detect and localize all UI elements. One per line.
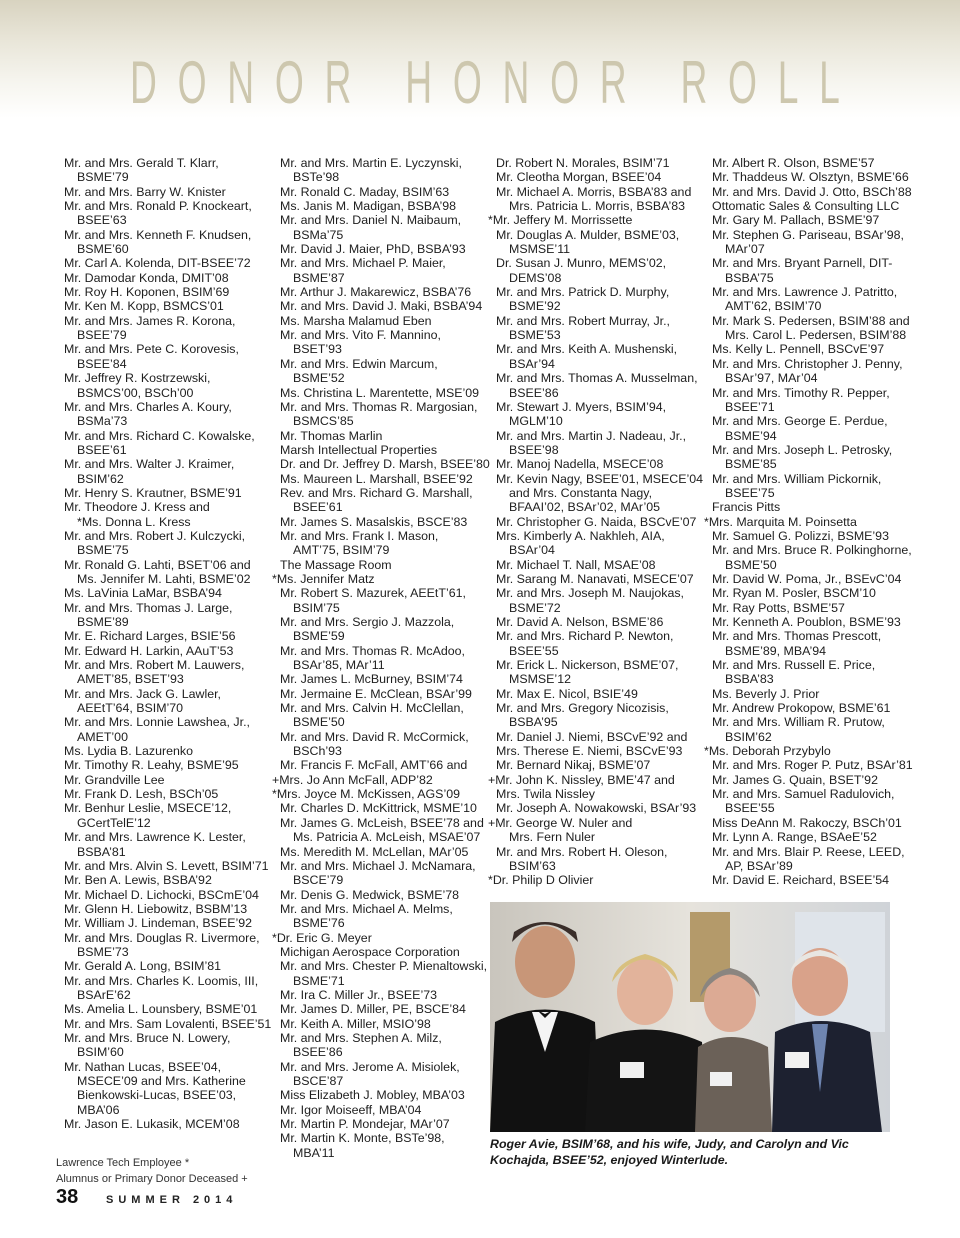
donor-entry: Mr. Michael A. Morris, BSBA’83 and (496, 184, 692, 199)
donor-entry: Mr. and Mrs. William Pickornik, (712, 471, 882, 486)
banner-letter: R (599, 49, 627, 116)
donor-entry: Mr. and Mrs. Michael J. McNamara, (280, 858, 476, 873)
donor-entry-continuation: BSME’79 (77, 170, 129, 185)
donor-entry-continuation: MAr’07 (725, 242, 765, 257)
donor-entry-continuation: MSMSE’11 (509, 242, 571, 257)
donor-entry-continuation: BSArE’62 (77, 987, 131, 1002)
donor-entry: Mr. Damodar Konda, DMIT’08 (64, 270, 229, 285)
donor-entry-continuation: BSIM’60 (77, 1045, 124, 1060)
donor-entry-continuation: BSME’92 (509, 299, 561, 314)
donor-entry: Mr. Cleotha Morgan, BSEE’04 (496, 170, 662, 185)
donor-entry-continuation: BSME’87 (293, 270, 345, 285)
photo-caption: Roger Avie, BSIM’68, and his wife, Judy, and Carolyn and Vic Kochajda, BSEE’52, enjoyed Winterlude. (490, 1137, 849, 1167)
donor-entry: *Ms. Jennifer Matz (272, 571, 375, 586)
donor-entry: Dr. Susan J. Munro, MEMS’02, (496, 256, 667, 271)
donor-entry: Mr. and Mrs. Kenneth F. Knudsen, (64, 227, 252, 242)
donor-entry: Mr. and Mrs. Roger P. Putz, BSAr’81 (712, 758, 913, 773)
donor-entry: Mrs. Therese E. Niemi, BSCvE’93 (496, 744, 683, 759)
donor-entry: Mr. Gerald A. Long, BSIM’81 (64, 959, 222, 974)
donor-entry-continuation: BSEE’63 (77, 213, 127, 228)
donor-entry: Mr. and Mrs. David J. Otto, BSCh’88 (712, 184, 912, 199)
donor-entry-continuation: MBA’11 (293, 1145, 335, 1160)
donor-entry: Mr. and Mrs. Timothy R. Pepper, (712, 385, 890, 400)
donor-entry-continuation: BSIM’62 (725, 729, 772, 744)
donor-entry-continuation: BSEE’86 (509, 385, 559, 400)
donor-entry: Mr. and Mrs. Calvin H. McClellan, (280, 701, 464, 716)
donor-entry-continuation: BFAAI’02, BSAr’02, MAr’05 (509, 500, 661, 515)
donor-entry-continuation: AMT’75, BSIM’79 (293, 543, 390, 558)
donor-entry: *Dr. Philip D Olivier (488, 873, 594, 888)
donor-entry-continuation: BSTe’98 (293, 170, 340, 185)
donor-entry: Mr. Henry S. Krautner, BSME’91 (64, 485, 242, 500)
donor-entry: Marsh Intellectual Properties (280, 442, 438, 457)
donor-entry: Mr. and Mrs. Thomas A. Musselman, (496, 371, 698, 386)
donor-entry-continuation: BSEE’61 (293, 500, 343, 515)
donor-entry: Ms. Meredith M. McLellan, MAr’05 (280, 844, 469, 859)
donor-entry: Mr. Keith A. Miller, MSIO’98 (280, 1016, 431, 1031)
donor-entry-continuation: AP, BSAr’89 (725, 858, 793, 873)
donor-entry: Mr. and Mrs. Thomas R. McAdoo, (280, 643, 465, 658)
donor-entry-continuation: BSIM’62 (77, 471, 124, 486)
donor-entry: Mr. and Mrs. Lawrence K. Lester, (64, 830, 246, 845)
donor-entry: Mr. David W. Poma, Jr., BSEvC’04 (712, 571, 902, 586)
donor-entry: Mr. Glenn H. Liebowitz, BSBM’13 (64, 901, 248, 916)
donor-entry: Rev. and Mrs. Richard G. Marshall, (280, 485, 473, 500)
donor-entry: Mr. David E. Reichard, BSEE’54 (712, 873, 889, 888)
donor-entry: Mr. and Mrs. Lonnie Lawshea, Jr., (64, 715, 250, 730)
legend-deceased: Alumnus or Primary Donor Deceased + (56, 1173, 248, 1185)
donor-entry: Mr. Mark S. Pedersen, BSIM’88 and (712, 313, 910, 328)
donor-entry: Mr. James S. Masalskis, BSCE’83 (280, 514, 468, 529)
legend (56, 1155, 248, 1187)
donor-entry: Mr. James G. McLeish, BSEE’78 and (280, 815, 484, 830)
donor-entry-continuation: BSEE’98 (509, 442, 559, 457)
donor-entry: Mr. Gary M. Pallach, BSME’97 (712, 213, 880, 228)
donor-entry: Mr. and Mrs. Keith A. Mushenski, (496, 342, 678, 357)
donor-entry-continuation: BSEE’71 (725, 399, 775, 414)
banner-letter: N (227, 49, 255, 116)
banner-letter: L (777, 49, 799, 116)
donor-entry: Mr. and Mrs. Bruce N. Lowery, (64, 1030, 231, 1045)
donor-entry: *Mrs. Marquita M. Poinsetta (704, 514, 857, 529)
donor-entry: Mr. and Mrs. David R. McCormick, (280, 729, 469, 744)
donor-entry: Mr. Ira C. Miller Jr., BSEE’73 (280, 987, 437, 1002)
donor-entry-continuation: BSME’71 (293, 973, 345, 988)
donor-entry: Mr. and Mrs. Frank I. Mason, (280, 528, 439, 543)
donor-honor-roll-banner (130, 50, 840, 116)
donor-entry: Mr. Jermaine E. McClean, BSAr’99 (280, 686, 472, 701)
donor-entry: Mr. and Mrs. Michael P. Maier, (280, 256, 446, 271)
donor-entry: Mr. Joseph A. Nowakowski, BSAr’93 (496, 801, 697, 816)
donor-entry-continuation: and Mrs. Constanta Nagy, (509, 485, 653, 500)
donor-entry: Mr. and Mrs. Jerome A. Misiolek, (280, 1059, 460, 1074)
donor-entry: Mr. and Mrs. Thomas R. Margosian, (280, 399, 478, 414)
banner-letter: O (177, 49, 207, 116)
donor-entry: Mr. and Mrs. Robert J. Kulczycki, (64, 528, 246, 543)
donor-column-1 (56, 156, 272, 1132)
donor-entry: Francis Pitts (712, 500, 781, 515)
donor-entry: Mr. and Mrs. Gregory Nicozisis, (496, 701, 669, 716)
donor-entry: Mr. Samuel G. Polizzi, BSME’93 (712, 528, 889, 543)
donor-entry: Mr. and Mrs. Barry W. Knister (64, 184, 226, 199)
donor-entry: Mr. E. Richard Larges, BSIE’56 (64, 629, 236, 644)
banner-letter: O (452, 49, 482, 116)
donor-entry: Mr. Frank D. Lesh, BSCh’05 (64, 787, 219, 802)
donor-entry: Mr. David J. Maier, PhD, BSBA’93 (280, 242, 466, 257)
donor-entry-continuation: BSEE’55 (725, 801, 775, 816)
donor-entry-continuation: BSIM’75 (293, 600, 340, 615)
donor-entry-continuation: Ms. Patricia A. McLeish, MSAE’07 (293, 830, 481, 845)
donor-entry: Mr. and Mrs. William R. Prutow, (712, 715, 885, 730)
donor-entry: Mr. and Mrs. Charles A. Koury, (64, 399, 232, 414)
donor-entry: Mr. Igor Moiseeff, MBA’04 (280, 1102, 422, 1117)
donor-entry: Mr. Stephen G. Pariseau, BSAr’98, (712, 227, 904, 242)
donor-entry: Mr. Michael T. Nall, MSAE’08 (496, 557, 656, 572)
donor-entry: Mr. Douglas A. Mulder, BSME’03, (496, 227, 680, 242)
donor-entry-continuation: BSCE’87 (293, 1074, 344, 1088)
donor-entry-continuation: BSME’52 (293, 371, 345, 386)
donor-entry: *Mr. Jeffery M. Morrissette (488, 213, 633, 228)
donor-entry: Mr. and Mrs. Martin J. Nadeau, Jr., (496, 428, 687, 443)
banner-letter: O (550, 49, 580, 116)
donor-entry: Mr. and Mrs. Richard P. Newton, (496, 629, 674, 644)
donor-entry: Mr. Michael D. Lichocki, BSCmE’04 (64, 887, 259, 902)
banner-letter: L (819, 49, 840, 116)
donor-entry: *Dr. Eric G. Meyer (272, 930, 372, 945)
donor-column-3 (488, 156, 704, 888)
donor-entry: Mr. James L. McBurney, BSIM’74 (280, 672, 463, 687)
donor-entry: Mr. and Mrs. Robert Murray, Jr., (496, 313, 670, 328)
donor-entry: Mr. Edward H. Larkin, AAuT’53 (64, 643, 234, 658)
donor-entry: Mr. Jeffrey R. Kostrzewski, (64, 371, 211, 386)
donor-entry: Mr. William J. Lindeman, BSEE’92 (64, 916, 252, 931)
issue-season-text: SUMMER 2014 (106, 1194, 238, 1206)
donor-column-4 (704, 156, 914, 888)
donor-entry: Mr. Ken M. Kopp, BSMCS’01 (64, 299, 224, 314)
donor-entry-continuation: BSME’72 (509, 600, 561, 615)
donor-entry: Ms. Lydia B. Lazurenko (64, 744, 194, 759)
group-portrait-image (490, 902, 890, 1132)
donor-entry-continuation: BSME’85 (725, 457, 777, 472)
donor-entry: Mr. David A. Nelson, BSME’86 (496, 615, 664, 629)
donor-entry: Mr. and Mrs. Thomas J. Large, (64, 600, 233, 615)
donor-entry: Mr. and Mrs. Richard C. Kowalske, (64, 428, 255, 443)
donor-entry: Mr. Andrew Prokopow, BSME’61 (712, 701, 891, 716)
donor-entry: Mr. Grandville Lee (64, 772, 165, 787)
winterlude-photo (490, 902, 890, 1132)
donor-entry: Mr. and Mrs. Sergio J. Mazzola, (280, 615, 455, 629)
donor-entry: Ms. Maureen L. Marshall, BSEE’92 (280, 471, 473, 486)
donor-entry: *Mrs. Joyce M. McKissen, AGS’09 (272, 787, 460, 802)
donor-entry: Mr. Carl A. Kolenda, DIT-BSEE’72 (64, 256, 251, 271)
donor-entry: Mr. and Mrs. Robert H. Oleson, (496, 844, 668, 859)
donor-entry: Mr. Ronald G. Lahti, BSET’06 and (64, 557, 251, 572)
donor-entry: +Mr. George W. Nuler and (488, 815, 633, 830)
donor-entry-continuation: BSAr’85, MAr’11 (293, 658, 385, 673)
donor-entry: Mr. Benhur Leslie, MSECE’12, (64, 801, 232, 816)
donor-entry-continuation: AMT’62, BSIM’70 (725, 299, 822, 314)
donor-entry: Mr. and Mrs. Joseph M. Naujokas, (496, 586, 684, 601)
donor-entry: Mr. Arthur J. Makarewicz, BSBA’76 (280, 285, 472, 300)
issue-season (106, 1194, 237, 1206)
donor-entry-continuation: BSEE’61 (77, 442, 127, 457)
donor-entry-continuation: BSME’60 (77, 242, 129, 257)
donor-entry-continuation: BSAr’04 (509, 543, 555, 558)
donor-entry: Mr. and Mrs. Jack G. Lawler, (64, 686, 221, 701)
donor-entry: Mr. Albert R. Olson, BSME’57 (712, 156, 875, 170)
donor-entry: Mr. Timothy R. Leahy, BSME’95 (64, 758, 239, 773)
donor-entry: Mr. and Mrs. Pete C. Korovesis, (64, 342, 239, 357)
banner-letter: N (502, 49, 530, 116)
donor-entry-continuation: BSBA’81 (77, 844, 126, 859)
donor-entry-continuation: BSBA’83 (725, 672, 774, 687)
donor-entry: Mr. and Mrs. Thomas Prescott, (712, 629, 882, 644)
donor-entry: Mr. and Mrs. Gerald T. Klarr, (64, 156, 219, 170)
donor-entry: Mr. James G. Quain, BSET’92 (712, 772, 878, 787)
donor-entry: Mr. Thaddeus W. Olsztyn, BSME’66 (712, 170, 909, 185)
donor-entry: Mr. and Mrs. Stephen A. Milz, (280, 1030, 442, 1045)
donor-entry-continuation: MGLM’10 (509, 414, 563, 429)
donor-entry-continuation: BSIM’63 (509, 858, 556, 873)
donor-entry-continuation: BSEE’75 (725, 485, 775, 500)
donor-entry: Ms. Kelly L. Pennell, BSCvE’97 (712, 342, 885, 357)
donor-entry: Mr. Thomas Marlin (280, 428, 383, 443)
donor-entry: Mr. Max E. Nicol, BSIE’49 (496, 686, 638, 701)
donor-column-2 (272, 156, 490, 1160)
legend-employee: Lawrence Tech Employee * (56, 1157, 190, 1169)
donor-entry: Mr. and Mrs. Joseph L. Petrosky, (712, 442, 893, 457)
donor-entry: +Mrs. Jo Ann McFall, ADP’82 (272, 772, 433, 787)
donor-entry-continuation: BSEE’55 (509, 643, 559, 658)
donor-entry: The Massage Room (280, 557, 392, 572)
banner-letter: O (274, 49, 304, 116)
donor-entry: Dr. and Dr. Jeffrey D. Marsh, BSEE’80 (280, 457, 490, 472)
donor-entry: Mr. and Mrs. Blair P. Reese, LEED, (712, 844, 905, 859)
donor-entry: Mr. Ray Potts, BSME’57 (712, 600, 845, 615)
donor-entry-continuation: BSCE’79 (293, 873, 344, 888)
donor-entry-continuation: Mrs. Carol L. Pedersen, BSIM’88 (725, 328, 907, 343)
donor-entry: Mr. and Mrs. Russell E. Price, (712, 658, 876, 673)
donor-entry-continuation: BSCh’93 (293, 744, 342, 759)
donor-entry-continuation: BSMCS’00, BSCh’00 (77, 385, 194, 400)
donor-entry: Mr. Martin K. Monte, BSTe’98, (280, 1131, 445, 1146)
donor-entry: Mr. and Mrs. Charles K. Loomis, III, (64, 973, 259, 988)
donor-entry-continuation: BSME’89, MBA’94 (725, 643, 826, 658)
donor-entry: Mr. Nathan Lucas, BSEE’04, (64, 1059, 222, 1074)
donor-entry-continuation: BSME’75 (77, 543, 129, 558)
donor-entry-continuation: Ms. Jennifer M. Lahti, BSME’02 (77, 571, 251, 586)
donor-entry: Mr. and Mrs. James R. Korona, (64, 313, 236, 328)
donor-entry-continuation: BSMa’75 (293, 227, 344, 242)
donor-entry: Mr. and Mrs. Michael A. Melms, (280, 901, 453, 916)
donor-entry: Mr. Daniel J. Niemi, BSCvE’92 and (496, 729, 688, 744)
donor-entry: Mr. Christopher G. Naida, BSCvE’07 (496, 514, 697, 529)
donor-entry: Mr. Kevin Nagy, BSEE’01, MSECE’04 (496, 471, 704, 486)
donor-entry: Mr. Erick L. Nickerson, BSME’07, (496, 658, 679, 673)
donor-entry: Mr. Roy H. Koponen, BSIM’69 (64, 285, 230, 300)
donor-entry: Mr. Ben A. Lewis, BSBA’92 (64, 873, 212, 888)
donor-entry: Mr. and Mrs. Bruce R. Polkinghorne, (712, 543, 912, 558)
donor-entry: Mr. and Mrs. Vito F. Mannino, (280, 328, 441, 343)
donor-entry: Mrs. Twila Nissley (496, 787, 595, 802)
donor-entry-continuation: BSAr’97, MAr’04 (725, 371, 818, 386)
donor-entry: Mr. Lynn A. Range, BSAeE’52 (712, 830, 877, 845)
donor-entry: Mr. Manoj Nadella, MSECE’08 (496, 457, 664, 472)
donor-entry: Mr. Ryan M. Posler, BSCM’10 (712, 586, 876, 601)
donor-entry-continuation: BSME’76 (293, 916, 345, 931)
donor-entry: Ms. LaVinia LaMar, BSBA’94 (64, 586, 222, 601)
donor-entry-continuation: BSME’89 (77, 615, 129, 629)
donor-entry: Mr. and Mrs. Edwin Marcum, (280, 356, 438, 371)
donor-entry-continuation: AEEtT’64, BSIM’70 (77, 701, 184, 716)
donor-entry-continuation: MSMSE’12 (509, 672, 571, 687)
donor-entry: Mr. Jason E. Lukasik, MCEM’08 (64, 1117, 240, 1132)
donor-entry-continuation: AMET’00 (77, 729, 128, 744)
donor-entry-continuation: Mrs. Fern Nuler (509, 830, 596, 845)
donor-entry: Mr. and Mrs. Martin E. Lyczynski, (280, 156, 462, 170)
donor-entry: Mrs. Kimberly A. Nakhleh, AIA, (496, 528, 665, 543)
donor-entry-continuation: DEMS’08 (509, 270, 562, 285)
donor-entry: Mr. Stewart J. Myers, BSIM’94, (496, 399, 667, 414)
donor-entry: +Mr. John K. Nissley, BME’47 and (488, 772, 675, 787)
donor-entry: Mr. James D. Miller, PE, BSCE’84 (280, 1002, 466, 1017)
donor-entry-continuation: BSME’59 (293, 629, 345, 644)
donor-entry-continuation: BSMa’73 (77, 414, 128, 429)
banner-letter: D (130, 49, 157, 116)
donor-entry-continuation: BSMCS’85 (293, 414, 354, 429)
donor-entry: Dr. Robert N. Morales, BSIM’71 (496, 156, 670, 170)
donor-entry-continuation: BSME’73 (77, 944, 129, 959)
donor-entry: Mr. Martin P. Mondejar, MAr’07 (280, 1117, 450, 1132)
donor-entry-continuation: BSME’50 (725, 557, 777, 572)
donor-entry-continuation: BSME’53 (509, 328, 561, 343)
donor-entry: Mr. and Mrs. Christopher J. Penny, (712, 356, 903, 371)
donor-entry: Mr. and Mrs. George E. Perdue, (712, 414, 888, 429)
donor-entry: Ms. Janis M. Madigan, BSBA’98 (280, 199, 457, 214)
donor-entry: Mr. and Mrs. Patrick D. Murphy, (496, 285, 670, 300)
donor-entry: Ms. Christina L. Marentette, MSE’09 (280, 385, 480, 400)
donor-entry-continuation: BSEE’86 (293, 1045, 343, 1060)
banner-letter: H (405, 49, 433, 116)
donor-entry: Mr. Theodore J. Kress and (64, 500, 210, 515)
donor-entry-continuation: Mrs. Patricia L. Morris, BSBA’83 (509, 199, 686, 214)
donor-entry: Mr. Francis F. McFall, AMT’66 and (280, 758, 468, 773)
donor-entry-continuation: AMET’85, BSET’93 (77, 672, 184, 687)
donor-entry-continuation: BSME’50 (293, 715, 345, 730)
donor-entry: Mr. and Mrs. Ronald P. Knockeart, (64, 199, 252, 214)
donor-entry-continuation: BSME’94 (725, 428, 777, 443)
donor-entry: Mr. and Mrs. David J. Maki, BSBA’94 (280, 299, 483, 314)
donor-entry: *Ms. Deborah Przybylo (704, 744, 831, 759)
donor-entry-continuation: MBA’06 (77, 1102, 120, 1117)
banner-letter: O (728, 49, 757, 116)
donor-entry: Ms. Marsha Malamud Eben (280, 313, 432, 328)
donor-entry: Mr. and Mrs. Robert M. Lauwers, (64, 658, 245, 673)
donor-entry-continuation: BSBA’75 (725, 270, 774, 285)
donor-entry: Michigan Aerospace Corporation (280, 944, 460, 959)
banner-letter: R (324, 49, 352, 116)
donor-entry: Mr. and Mrs. Alvin S. Levett, BSIM’71 (64, 858, 269, 873)
donor-entry-continuation: BSEE’79 (77, 328, 127, 343)
donor-entry-continuation: BSBA’95 (509, 715, 558, 730)
donor-entry-continuation: GCertTelE’12 (77, 815, 151, 830)
donor-entry: Mr. and Mrs. Lawrence J. Patritto, (712, 285, 898, 300)
donor-entry: Mr. and Mrs. Samuel Radulovich, (712, 787, 895, 802)
donor-entry-continuation: BSET’93 (293, 342, 342, 357)
donor-entry: Mr. and Mrs. Douglas R. Livermore, (64, 930, 260, 945)
donor-entry: Ms. Beverly J. Prior (712, 686, 820, 701)
donor-entry-continuation: BSEE’84 (77, 356, 127, 371)
donor-entry: Mr. and Mrs. Bryant Parnell, DIT- (712, 256, 893, 271)
donor-entry-continuation: *Ms. Donna L. Kress (77, 514, 191, 529)
donor-entry: Mr. and Mrs. Chester P. Mienaltowski, (280, 959, 488, 974)
donor-entry: Ms. Amelia L. Lounsbery, BSME’01 (64, 1002, 258, 1017)
donor-entry-continuation: MSECE’09 and Mrs. Katherine (77, 1074, 246, 1088)
donor-entry: Mr. Denis G. Medwick, BSME’78 (280, 887, 460, 902)
donor-entry: Mr. Kenneth A. Poublon, BSME’93 (712, 615, 901, 629)
donor-entry: Mr. Ronald C. Maday, BSIM’63 (280, 184, 450, 199)
banner-letter: R (680, 49, 708, 116)
donor-entry: Mr. Bernard Nikaj, BSME’07 (496, 758, 651, 773)
page-number: 38 (56, 1186, 79, 1208)
donor-entry-continuation: BSAr’94 (509, 356, 555, 371)
donor-entry: Mr. Robert S. Mazurek, AEEtT’61, (280, 586, 466, 601)
donor-entry: Ottomatic Sales & Consulting LLC (712, 199, 900, 214)
donor-entry: Mr. Charles D. McKittrick, MSME’10 (280, 801, 477, 816)
donor-entry-continuation: Bienkowski-Lucas, BSEE’03, (77, 1088, 237, 1103)
donor-entry: Mr. and Mrs. Sam Lovalenti, BSEE’51 (64, 1016, 272, 1031)
donor-entry: Miss DeAnn M. Rakoczy, BSCh’01 (712, 815, 902, 830)
donor-entry: Mr. and Mrs. Walter J. Kraimer, (64, 457, 235, 472)
donor-entry: Mr. and Mrs. Daniel N. Maibaum, (280, 213, 462, 228)
donor-entry: Mr. Sarang M. Nanavati, MSECE’07 (496, 571, 694, 586)
donor-entry: Miss Elizabeth J. Mobley, MBA’03 (280, 1088, 465, 1103)
